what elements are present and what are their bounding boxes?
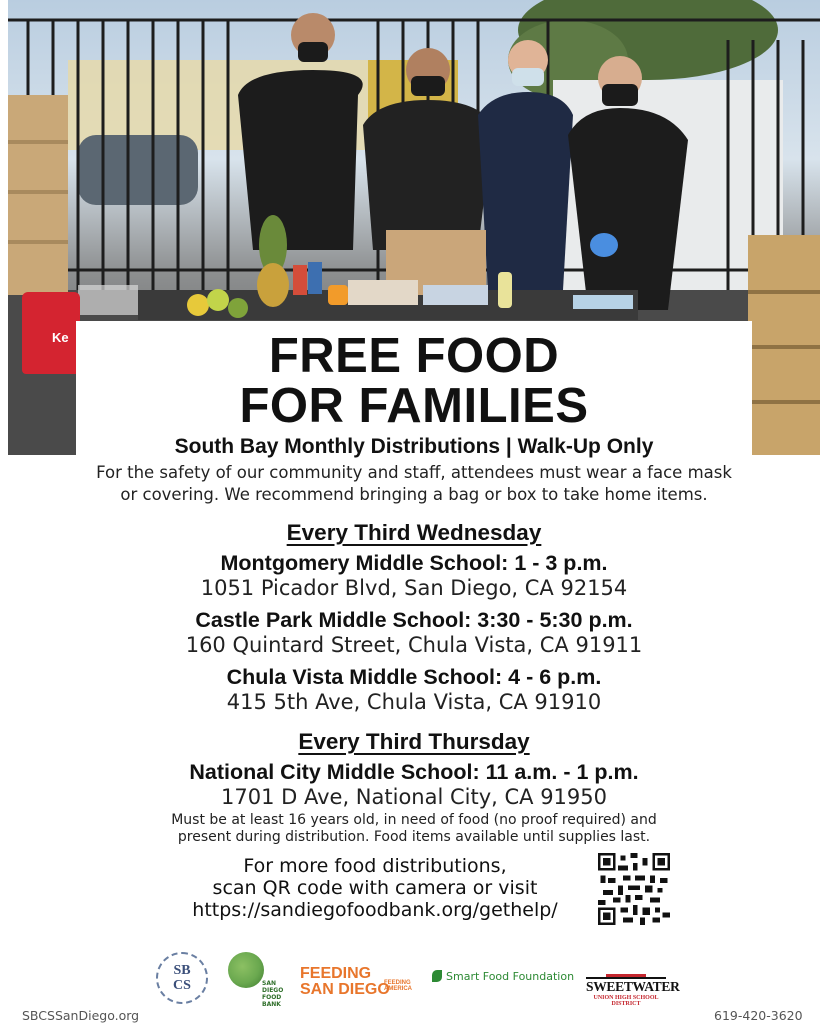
smart-food-logo-text: Smart Food Foundation [446, 970, 575, 983]
food-bank-link[interactable]: https://sandiegofoodbank.org/gethelp/ [192, 899, 558, 921]
eligibility-note [8, 812, 820, 846]
feeding-america-line-2: AMERICA [384, 986, 412, 992]
sbcs-logo [156, 952, 208, 1004]
location-address: 1051 Picador Blvd, San Diego, CA 92154 [200, 576, 628, 600]
location-name: Montgomery Middle School: 1 - 3 p.m. [220, 551, 608, 575]
location-name: National City Middle School: 11 a.m. - 1 p.m. [189, 760, 639, 784]
page-title [76, 331, 752, 431]
feeding-logo-line-1: FEEDING [300, 965, 372, 982]
sbcs-logo-text: SBCS [173, 963, 191, 993]
food-bank-logo-line-1: SAN DIEGO [262, 980, 284, 994]
more-line-1: For more food distributions, [243, 855, 507, 877]
eligibility-line-1: Must be at least 16 years old, in need of food (no proof required) and [171, 812, 657, 828]
thursday-location [8, 759, 820, 810]
wednesday-location [8, 550, 820, 601]
phone-number[interactable]: 619-420-3620 [714, 1008, 803, 1023]
location-address: 415 5th Ave, Chula Vista, CA 91910 [226, 690, 602, 714]
feeding-san-diego-logo [300, 965, 412, 998]
eligibility-line-2: present during distribution. Food items available until supplies last. [177, 829, 651, 845]
intro-text [8, 462, 820, 506]
location-address: 1701 D Ave, National City, CA 91950 [221, 785, 607, 809]
book-icon [606, 956, 646, 977]
title-line-1: FREE FOOD [268, 329, 560, 383]
red-bag-label: Ke [52, 330, 69, 345]
feeding-america-line-1: FEEDING [384, 980, 411, 986]
sweetwater-logo [586, 956, 680, 1007]
title-line-2: FOR FAMILIES [239, 379, 589, 433]
flyer-content [8, 460, 820, 846]
intro-line-2: or covering. We recommend bringing a bag or box to take home items. [120, 485, 708, 504]
thursday-heading: Every Third Thursday [298, 729, 530, 754]
sweetwater-logo-name: SWEETWATER [586, 979, 680, 994]
wednesday-heading: Every Third Wednesday [286, 520, 542, 545]
tree-icon [228, 952, 264, 988]
leaf-icon [432, 970, 442, 982]
more-info [160, 855, 590, 921]
red-bag [22, 292, 80, 374]
san-diego-food-bank-logo [226, 952, 286, 1008]
partner-logos [0, 948, 828, 1008]
website-link[interactable]: SBCSSanDiego.org [22, 1008, 140, 1023]
food-bank-logo-text [262, 980, 286, 1008]
smart-food-foundation-logo [432, 970, 574, 983]
wednesday-location [8, 607, 820, 658]
location-name: Chula Vista Middle School: 4 - 6 p.m. [226, 665, 602, 689]
location-address: 160 Quintard Street, Chula Vista, CA 91911 [185, 633, 643, 657]
intro-line-1: For the safety of our community and staff, attendees must wear a face mask [96, 463, 732, 482]
qr-code[interactable] [598, 853, 670, 925]
more-line-2: scan QR code with camera or visit [212, 877, 538, 899]
subtitle: South Bay Monthly Distributions | Walk-Up Only [174, 435, 654, 458]
feeding-logo-line-2: SAN DIEGO [300, 981, 390, 998]
wednesday-location [8, 664, 820, 715]
title-card [76, 321, 752, 458]
feeding-america-mark [384, 980, 412, 992]
food-bank-logo-line-2: FOOD BANK [262, 994, 282, 1008]
location-name: Castle Park Middle School: 3:30 - 5:30 p.m. [195, 608, 633, 632]
sweetwater-logo-district: UNION HIGH SCHOOL DISTRICT [593, 995, 659, 1007]
